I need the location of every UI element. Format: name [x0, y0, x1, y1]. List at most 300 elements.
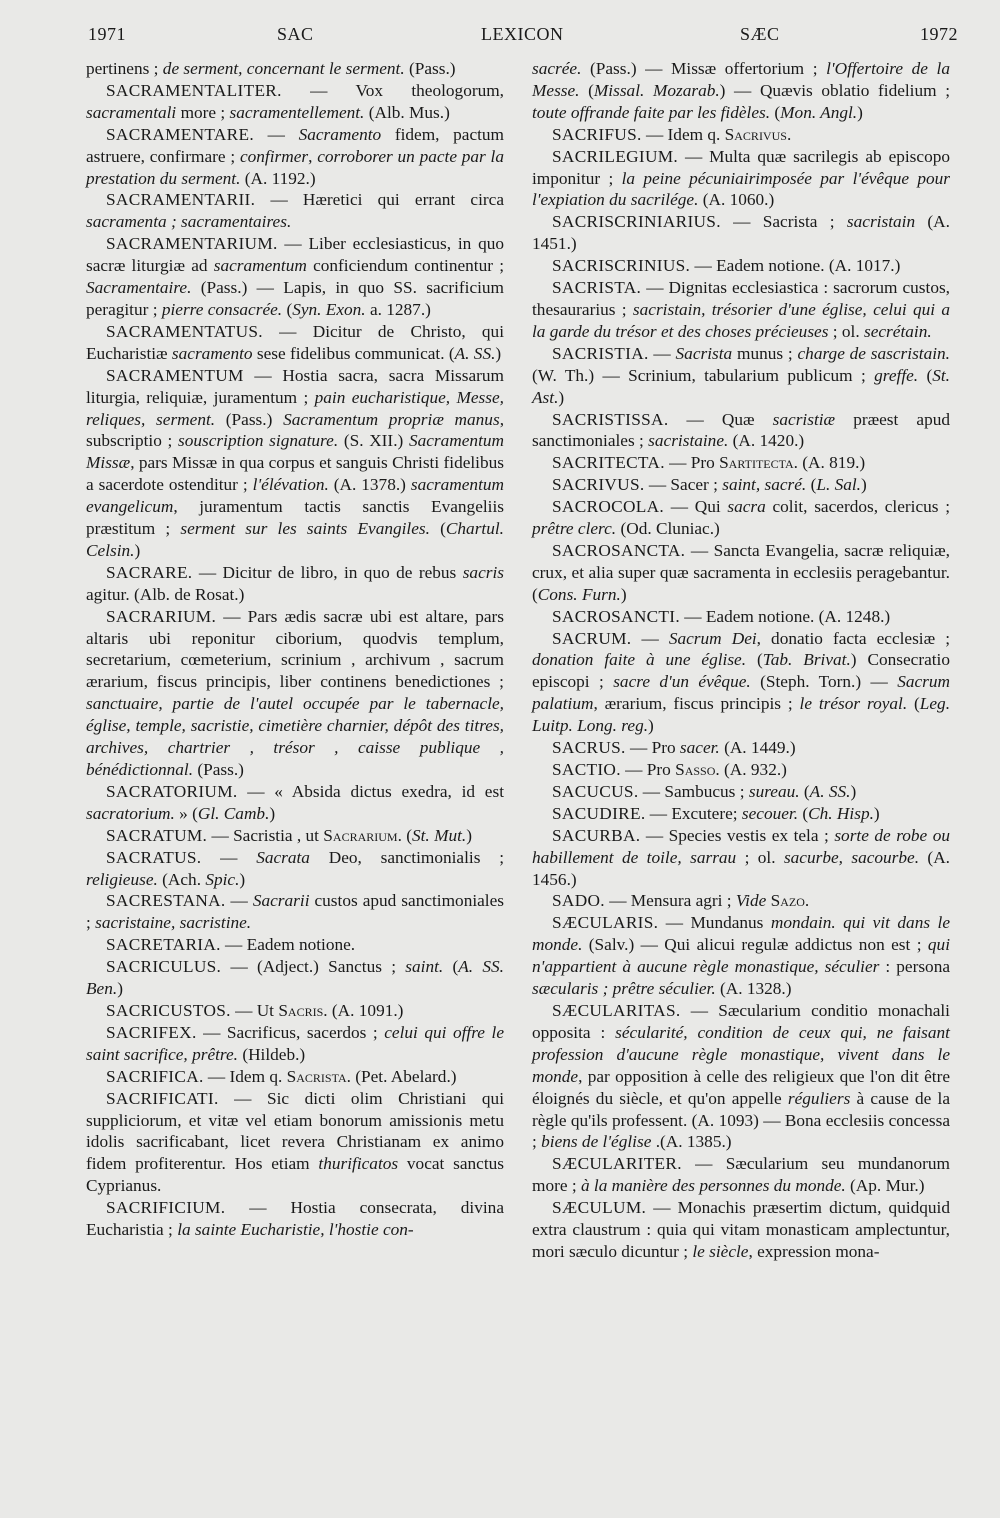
entry-text: Mon. Angl. [780, 102, 858, 122]
left-column [86, 58, 504, 1241]
dictionary-entry [532, 825, 950, 891]
entry-text: Sacramentum propriæ manus [283, 409, 500, 429]
entry-text: (A. 1420.) [728, 431, 805, 451]
entry-text: L. Sal. [816, 475, 861, 495]
entry-text: Sacramentaire. [86, 278, 192, 298]
entry-text: fidem, pactum astruere, confirmare ; [86, 124, 505, 166]
entry-text: — Idem q. [203, 1066, 287, 1086]
entry-text: ) [495, 343, 502, 363]
entry-headword: SÆCULARITER. [552, 1154, 682, 1174]
dictionary-entry [532, 912, 950, 1000]
entry-text: (Od. Cluniac.) [616, 519, 720, 539]
entry-text: sacre d'un évêque. [613, 672, 751, 692]
entry-text: Syn. Exon. [292, 299, 366, 319]
entry-headword: SACRICULUS. [106, 957, 222, 977]
entry-text: , juramentum tactis sanctis Evangeliis præstitum ; [86, 497, 504, 539]
right-column [532, 58, 950, 1263]
entry-text: — [225, 891, 253, 911]
entry-text: Deo, sanctimonialis ; [309, 847, 504, 867]
entry-text: (Alb. Mus.) [364, 102, 450, 122]
entry-text: colit, sacerdos, clericus ; [765, 497, 950, 517]
entry-text: (Ap. Mur.) [845, 1176, 925, 1196]
entry-text: sæcularis ; prêtre séculier. [532, 979, 716, 999]
dictionary-entry [86, 562, 504, 606]
dictionary-entry [532, 737, 950, 759]
entry-text: biens de l'église [541, 1132, 652, 1152]
entry-headword: SÆCULUM. [552, 1198, 647, 1218]
entry-text: donation faite à une église. [532, 650, 747, 670]
entry-text: ) — Quævis oblatio fidelium ; [719, 80, 950, 100]
dictionary-entry [532, 803, 950, 825]
entry-text: sacristaine, sacristine. [95, 913, 252, 933]
entry-text: l'Offertoire de la Messe. [532, 59, 950, 100]
entry-headword: SACRESTANA. [106, 891, 226, 911]
entry-text: — [201, 847, 257, 867]
entry-text: , subscriptio ; [86, 409, 505, 451]
entry-text: sureau. [748, 781, 800, 801]
entry-text: — Eadem notione. (A. 1248.) [679, 606, 891, 626]
entry-text: sacristaine. [648, 431, 729, 451]
entry-text: ) [873, 803, 880, 823]
entry-text: agitur. (Alb. de Rosat.) [86, 584, 245, 604]
dictionary-entry [532, 1197, 950, 1263]
entry-text: pain eucharistique, Messe, reliques, serment. [86, 387, 504, 429]
entry-text: ) Consecratio episcopi ; [532, 650, 950, 692]
entry-text: greffe. [874, 365, 919, 385]
dictionary-entry [86, 58, 504, 80]
entry-headword: SACRATUS. [106, 847, 202, 867]
entry-text: (Ach. [157, 869, 206, 889]
entry-text: ) [269, 803, 276, 823]
entry-text: Sacrum palatium [532, 672, 950, 714]
running-head-right: SÆC [740, 24, 780, 44]
entry-text: réguliers [787, 1088, 851, 1108]
entry-text: , donatio facta ecclesiæ ; [756, 628, 951, 648]
entry-text: celui qui offre le saint sacrifice, prêtre. [86, 1022, 504, 1064]
entry-headword: SACRIFICA. [106, 1066, 204, 1086]
entry-text: — Dignitas ecclesiastica : sacrorum custos, thesaurarius ; [532, 278, 950, 319]
entry-text: pertinens ; [86, 59, 163, 78]
entry-text: (A. 932.) [719, 760, 787, 779]
entry-text: Vide [735, 891, 767, 911]
entry-text: A. SS. [454, 343, 496, 363]
running-header [0, 20, 1000, 54]
entry-text: — Sic dicti olim Christiani qui suppliciorum, et vitæ vel etiam bonorum amissionis metu idolis sacrificabant, licet revera Christianam ex animo fidem profiterentur. Hos etiam [86, 1088, 504, 1174]
entry-text: — Pro [664, 453, 720, 473]
entry-text: (Hildeb.) [238, 1044, 306, 1064]
entry-text: ( [401, 825, 412, 845]
entry-text: — Quæ [668, 409, 773, 429]
running-head-center: LEXICON [481, 24, 564, 44]
entry-text: (Pass.) [215, 409, 284, 429]
entry-text: ) [117, 979, 123, 999]
entry-text: Sacrarii [252, 891, 310, 911]
dictionary-entry [532, 496, 950, 540]
entry-text: Sacrista [675, 343, 733, 363]
entry-text: — Vox theologorum, [281, 80, 504, 100]
entry-text: — Sambucus ; [638, 781, 749, 801]
entry-text: (A. 1378.) [328, 475, 411, 495]
entry-headword: SACRILEGIUM. [552, 146, 679, 166]
dictionary-entry [532, 1153, 950, 1197]
dictionary-entry [532, 890, 950, 912]
entry-text: ; ol. [736, 847, 784, 867]
entry-text: le trésor royal. [799, 694, 908, 714]
entry-text: sacrée. [532, 59, 582, 78]
entry-text: sacramentum evangelicum [86, 475, 504, 517]
entry-text: (Steph. Torn.) — [750, 672, 898, 692]
dictionary-entry [86, 124, 504, 190]
entry-headword: SÆCULARITAS. [552, 1000, 681, 1020]
entry-text: la sainte Eucharistie, l'hostie con- [177, 1220, 414, 1240]
entry-text: .(A. 1385.) [651, 1132, 732, 1152]
dictionary-entry [532, 606, 950, 628]
entry-text: (Pass.) — Lapis, in quo SS. sacrificium peragitur ; [86, 278, 504, 319]
entry-text: St. Mut. [411, 825, 467, 845]
entry-text: ( [746, 650, 763, 670]
entry-text: — Sancta Evangelia, sacræ reliquiæ, crux, et alia super quæ sacramenta in ecclesiis peragebantur. ( [532, 540, 950, 604]
entry-text: Sazo. [770, 891, 810, 911]
entry-text: A. SS. Ben. [86, 957, 504, 999]
entry-text: ) [558, 387, 565, 407]
dictionary-entry [532, 759, 950, 781]
entry-text: sanctuaire, partie de l'autel occupée par le tabernacle, église, temple, sacristie, cimetière charnier, dépôt des titres, archives, chartrier , trésor , caisse publique , bénédictionnal. [86, 694, 504, 779]
entry-text: mondain. qui vit dans le monde. [532, 913, 950, 955]
entry-headword: SACRISCRINIARIUS. [552, 212, 721, 232]
entry-headword: SACRIFICIUM. [106, 1198, 226, 1218]
entry-text: Sacramentum Missæ [86, 431, 504, 473]
entry-text: (Pass.) — Missæ offertorium ; [581, 59, 827, 78]
entry-headword: SACRAMENTUM [106, 365, 244, 385]
entry-text: l'élévation. [252, 475, 329, 495]
dictionary-entry [86, 1022, 504, 1066]
entry-text: ) [620, 584, 627, 604]
entry-text: Sartitecta. [719, 453, 798, 473]
entry-headword: SADO. [552, 891, 605, 911]
dictionary-entry [532, 781, 950, 803]
entry-text: ) [134, 540, 141, 560]
dictionary-entry [86, 233, 504, 321]
entry-text: thurificatos [318, 1154, 399, 1174]
entry-text: secrétain. [863, 321, 932, 341]
entry-headword: SACRISCRINIUS. [552, 256, 691, 276]
entry-headword: SACRIFEX. [106, 1022, 197, 1042]
entry-headword: SACRARIUM. [106, 606, 217, 626]
entry-text: saint, sacré. [722, 475, 807, 495]
entry-text: le siècle [692, 1241, 749, 1261]
entry-text: Leg. Luitp. Long. reg. [532, 694, 951, 736]
entry-text: — Mensura agri ; [604, 891, 736, 911]
entry-text: — Liber ecclesiasticus, in quo sacræ liturgiæ ad [86, 234, 504, 276]
entry-text: ) [857, 102, 863, 122]
dictionary-entry [532, 58, 950, 124]
entry-text: — [631, 628, 669, 648]
entry-text: — Idem q. [641, 124, 725, 144]
entry-text: saint. [405, 957, 444, 977]
running-head-left: SAC [277, 24, 314, 44]
entry-text: secouer. [741, 803, 799, 823]
entry-text: St. Ast. [532, 365, 950, 407]
entry-headword: SACRAMENTALITER. [106, 80, 282, 100]
dictionary-entry [86, 189, 504, 233]
entry-text: præest apud sanctimoniales ; [532, 409, 950, 451]
entry-headword: SACTIO. [552, 760, 621, 779]
dictionary-entry [86, 1088, 504, 1198]
entry-text: (Pass.) [404, 59, 456, 78]
dictionary-entry [532, 146, 950, 212]
entry-text: (W. Th.) — Scrinium, tabularium publicum ; [532, 365, 875, 385]
dictionary-entry [86, 1066, 504, 1088]
entry-text: sacristain [846, 212, 916, 232]
entry-text: (Pet. Abelard.) [350, 1066, 457, 1086]
entry-text: more ; [176, 102, 230, 122]
entry-text: sécularité, condition de ceux qui, ne faisant profession d'aucune règle monastique, vivent dans le monde [532, 1022, 950, 1086]
entry-text: ) [648, 716, 654, 736]
entry-text: (Salv.) — Qui alicui regulæ addictus non est ; [582, 935, 928, 955]
entry-headword: SACRAMENTARII. [106, 190, 256, 210]
entry-text: , ærarium, fiscus principis ; [593, 694, 800, 714]
entry-text: sacer. [679, 738, 720, 758]
dictionary-entry [86, 781, 504, 825]
entry-text: Sacrum Dei [668, 628, 757, 648]
entry-headword: SACRISTA. [552, 278, 642, 298]
entry-headword: SACRISTIA. [552, 343, 649, 363]
entry-text: (Pass.) [193, 760, 244, 779]
entry-headword: SACRATORIUM. [106, 781, 238, 801]
entry-headword: SACRIFUS. [552, 124, 642, 144]
entry-text: ) [239, 869, 246, 889]
entry-text: (A. 1456.) [532, 847, 950, 889]
entry-text: Tab. Brivat. [762, 650, 851, 670]
entry-text: ) [850, 781, 857, 801]
entry-text: ) [861, 475, 867, 495]
entry-text: — Sacrificus, sacerdos ; [196, 1022, 385, 1042]
entry-headword: SACRICUSTOS. [106, 1000, 231, 1020]
entry-text: ( [799, 781, 810, 801]
entry-text: sacristain, trésorier d'une église, celui qui a la garde du trésor et des choses précieuses [532, 299, 950, 341]
entry-text: (A. 1091.) [327, 1000, 404, 1020]
entry-text: prêtre clerc. [532, 519, 617, 539]
entry-text: (A. 1060.) [698, 190, 775, 210]
entry-text: — Mundanus [658, 913, 771, 933]
dictionary-entry [532, 540, 950, 606]
entry-text: — Sæcularium seu mundanorum more ; [532, 1154, 950, 1196]
entry-text: (A. 1192.) [240, 168, 316, 188]
entry-headword: SACRIFICATI. [106, 1088, 219, 1108]
entry-headword: SACRISTISSA. [552, 409, 669, 429]
entry-text: — Monachis præsertim dictum, quidquid extra claustrum : quia qui vitam monasticam amplectuntur, mori sæculo dicuntur ; [532, 1198, 950, 1261]
entry-headword: SÆCULARIS. [552, 913, 659, 933]
entry-headword: SACRUM. [552, 628, 632, 648]
entry-text: — Excutere; [645, 803, 742, 823]
entry-text: Sacrata [256, 847, 310, 867]
entry-text: — [253, 124, 299, 144]
entry-text: ; ol. [828, 321, 864, 341]
entry-text: sacramento [171, 343, 253, 363]
entry-text: — Sacrista ; [720, 212, 847, 232]
entry-headword: SACROSANCTA. [552, 540, 686, 560]
entry-text: — Sacristia , ut [207, 825, 324, 845]
entry-headword: SACRIVUS. [552, 475, 645, 495]
entry-text: Ch. Hisp. [808, 803, 874, 823]
entry-text: — Pro [620, 760, 676, 779]
entry-text: religieuse. [86, 869, 158, 889]
entry-text: (S. XII.) [338, 431, 409, 451]
entry-text: sacristiæ [772, 409, 836, 429]
entry-text: toute offrande faite par les fidèles. [532, 102, 771, 122]
entry-text: Cons. Furn. [537, 584, 621, 604]
entry-headword: SACRAMENTATUS. [106, 321, 263, 341]
dictionary-entry [532, 277, 950, 343]
entry-text: ( [579, 80, 594, 100]
entry-text: sacurbe, sacourbe. [783, 847, 920, 867]
entry-text: la peine pécuniairimposée par l'évêque pour l'expiation du sacrilége. [532, 168, 950, 210]
dictionary-entry [532, 474, 950, 496]
entry-text: — Eadem notione. [220, 935, 356, 955]
entry-text: — « Absida dictus exedra, id est [237, 781, 504, 801]
entry-text: sacramentali [86, 102, 177, 122]
entry-headword: SACRARE. [106, 562, 193, 582]
entry-text: sacris [462, 562, 504, 582]
dictionary-entry [86, 606, 504, 781]
dictionary-entry [86, 956, 504, 1000]
dictionary-entry [532, 255, 950, 277]
entry-text: ) [466, 825, 472, 845]
entry-text: ( [443, 957, 459, 977]
entry-text: sese fidelibus communicat. ( [252, 343, 455, 363]
entry-text: Sacrivus. [724, 124, 792, 144]
entry-text: ( [429, 519, 446, 539]
entry-text: ( [918, 365, 933, 385]
entry-text: Spic. [205, 869, 240, 889]
entry-text: , expression mona- [748, 1241, 880, 1261]
dictionary-entry [532, 124, 950, 146]
dictionary-entry [86, 934, 504, 956]
entry-headword: SACRUS. [552, 738, 626, 758]
dictionary-entry [86, 825, 504, 847]
entry-text: qui n'appartient à aucune règle monastique, séculier [532, 935, 950, 977]
entry-text: sorte de robe ou habillement de toile, sarrau [532, 825, 951, 867]
entry-text: — Sacer ; [644, 475, 723, 495]
entry-text: (A. 1328.) [715, 979, 792, 999]
page-number-left: 1971 [88, 24, 126, 44]
entry-text: a. 1287.) [365, 299, 431, 319]
entry-headword: SACUDIRE. [552, 803, 646, 823]
entry-text: Sacrista. [286, 1066, 351, 1086]
entry-text: — Hostia consecrata, divina Eucharistia ; [86, 1198, 504, 1240]
entry-text: — Ut [230, 1000, 279, 1020]
entry-text: : persona [879, 957, 951, 977]
entry-text: Sasso. [675, 760, 720, 779]
entry-text: confirmer [239, 146, 309, 166]
entry-text: Missal. Mozarab. [593, 80, 720, 100]
page-number-right: 1972 [920, 24, 958, 44]
entry-text: ( [798, 803, 809, 823]
entry-text: — Hæretici qui errant circa [255, 190, 504, 210]
entry-headword: SACROSANCTI. [552, 606, 680, 626]
entry-text: souscription signature. [178, 431, 339, 451]
dictionary-entry [86, 890, 504, 934]
entry-text: Sacramento [298, 124, 382, 144]
entry-text: Sacrarium. [323, 825, 402, 845]
entry-text: — (Adject.) Sanctus ; [221, 957, 406, 977]
dictionary-entry [86, 321, 504, 365]
entry-text: — Qui [664, 497, 728, 517]
entry-text: , pars Missæ in qua corpus et sanguis Christi fidelibus a sacerdote ostenditur ; [86, 453, 504, 495]
dictionary-entry [86, 1000, 504, 1022]
dictionary-entry [532, 452, 950, 474]
dictionary-entry [532, 1000, 950, 1153]
entry-headword: SACUCUS. [552, 781, 639, 801]
entry-text: (A. 819.) [797, 453, 866, 473]
entry-text: — [648, 343, 676, 363]
entry-text: — Species vestis ex tela ; [640, 825, 835, 845]
dictionary-entry [86, 847, 504, 891]
entry-text: conficiendum continentur ; [306, 256, 504, 276]
entry-headword: SACRAMENTARE. [106, 124, 254, 144]
entry-text: Sacris. [278, 1000, 328, 1020]
entry-text: (A. 1449.) [719, 738, 796, 758]
entry-text: ( [907, 694, 920, 714]
entry-headword: SACRITECTA. [552, 453, 665, 473]
entry-text: custos apud sanctimoniales ; [86, 891, 505, 933]
entry-text: serment sur les saints Evangiles. [180, 519, 430, 539]
dictionary-entry [86, 365, 504, 562]
dictionary-entry [532, 211, 950, 255]
entry-text: sacramenta ; sacramentaires. [86, 212, 292, 232]
entry-text: A. SS. [809, 781, 851, 801]
entry-text: — Eadem notione. (A. 1017.) [690, 256, 901, 276]
entry-text: sacramentum [213, 256, 307, 276]
entry-text: ( [282, 299, 293, 319]
entry-text: — Pro [625, 738, 680, 758]
entry-headword: SACURBA. [552, 825, 641, 845]
entry-text: à cause de la règle qu'ils professent. (A. 1093) — Bona ecclesiis concessa ; [532, 1088, 950, 1152]
entry-text: vocat sanctus Cyprianus. [86, 1154, 505, 1196]
entry-text: ( [806, 475, 817, 495]
entry-text: — Dicitur de Christo, qui Eucharistiæ [86, 321, 504, 363]
entry-headword: SACRETARIA. [106, 935, 221, 955]
entry-text: — Dicitur de libro, in quo de rebus [192, 562, 463, 582]
entry-text: sacratorium. [86, 803, 175, 823]
entry-text: ( [770, 102, 781, 122]
dictionary-entry [532, 343, 950, 409]
entry-text: de serment, concernant le serment. [162, 59, 405, 78]
entry-text: » ( [174, 803, 198, 823]
entry-text: sacra [727, 497, 766, 517]
entry-text: — Hostia sacra, sacra Missarum liturgia, reliquiæ, juramentum ; [86, 365, 504, 407]
entry-text: — Pars ædis sacræ ubi est altare, pars altaris ubi reponitur ciborium, quodvis templum, secretarium, cœmeterium, scrinium , archivum , sacrum ærarium, fiscus principis, liber continens benedictiones ; [86, 606, 504, 692]
entry-headword: SACRAMENTARIUM. [106, 234, 278, 254]
entry-text: corroborer un pacte par la prestation du serment. [86, 146, 505, 188]
entry-text: à la manière des personnes du monde. [580, 1176, 846, 1196]
entry-text: munus ; [732, 343, 798, 363]
entry-text: Chartul. Celsin. [86, 519, 504, 560]
entry-text: — Sæcularium conditio monachali opposita : [532, 1000, 950, 1042]
entry-text: (A. 1451.) [532, 212, 950, 254]
dictionary-entry [532, 628, 950, 738]
dictionary-entry [86, 1197, 504, 1241]
entry-text: pierre consacrée. [161, 299, 283, 319]
entry-text: , [308, 146, 318, 166]
dictionary-entry [532, 409, 950, 453]
entry-text: Gl. Camb. [197, 803, 270, 823]
entry-text: , par opposition à celle des religieux que l'on dit être éloignés du siècle, et qu'on appelle [532, 1066, 950, 1108]
entry-headword: SACROCOLA. [552, 497, 664, 517]
entry-text: sacramentellement. [229, 102, 365, 122]
dictionary-entry [86, 80, 504, 124]
entry-headword: SACRATUM. [106, 825, 208, 845]
